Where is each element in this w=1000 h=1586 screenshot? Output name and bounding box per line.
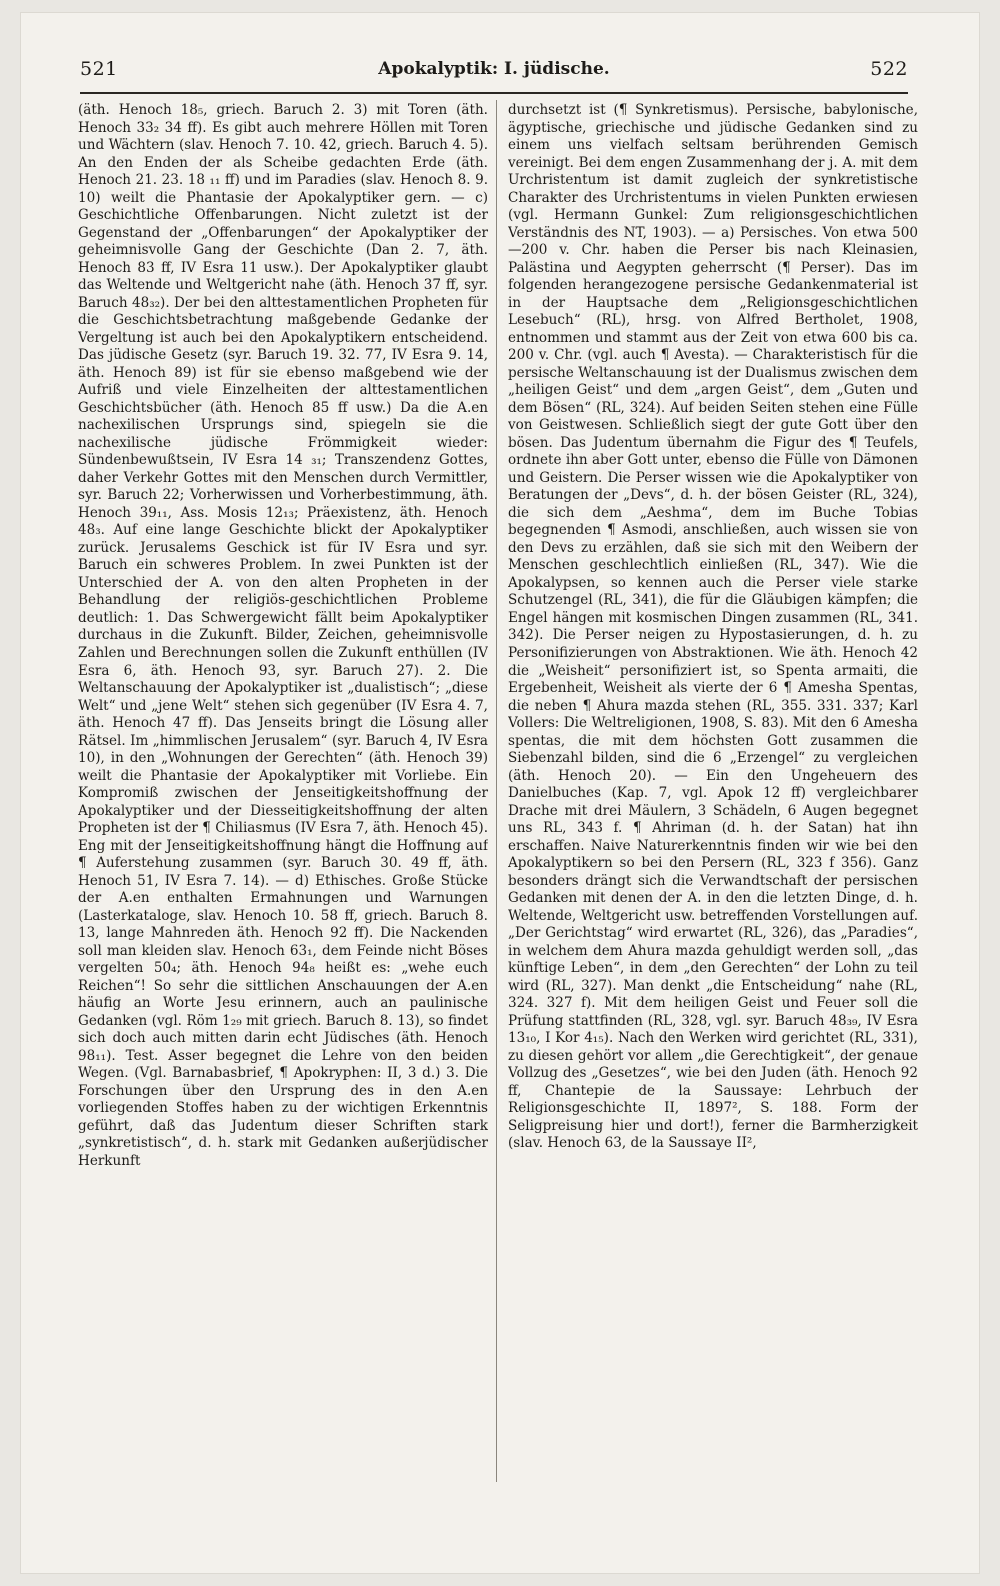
text-column-right [508,102,918,1480]
running-title: Apokalyptik: I. jüdische. [378,59,610,79]
header-rule [80,92,908,94]
page-number-right: 522 [870,58,908,80]
column-divider [496,100,497,1482]
text-column-left [78,102,488,1480]
page-number-left: 521 [80,58,118,80]
column-right-text: durchsetzt ist (¶ Synkretismus). Persische, babylonische, ägyptische, griechische und jüdische Gedanken sind zu einem uns vielfach seltsam berührenden Gemisch vereinigt. Bei dem engen Zusammenhang der j. A. mit dem Urchristentum ist damit zugleich der synkretistische Charakter des Urchristentums in vielen Punkten erwiesen (vgl. Hermann Gunkel: Zum religionsgeschichtlichen Verständnis des NT, 1903). — a) Persisches. Von etwa 500—200 v. Chr. haben die Perser bis nach Kleinasien, Palästina und Aegypten geherrscht (¶ Perser). Das im folgenden herangezogene persische Gedankenmaterial ist in der Hauptsache dem „Religionsgeschichtlichen Lesebuch“ (RL), hrsg. von Alfred Bertholet, 1908, entnommen und stammt aus der Zeit von etwa 600 bis ca. 200 v. Chr. (vgl. auch ¶ Avesta). — Charakteristisch für die persische Weltanschauung ist der Dualismus zwischen dem „heiligen Geist“ und dem „argen Geist“, dem „Guten und dem Bösen“ (RL, 324). Auf beiden Seiten stehen eine Fülle von Geistwesen. Schließlich siegt der gute Gott über den bösen. Das Judentum übernahm die Figur des ¶ Teufels, ordnete ihn aber Gott unter, ebenso die Fülle von Dämonen und Geistern. Die Perser wissen wie die Apokalyptiker von Beratungen der „Devs“, d. h. der bösen Geister (RL, 324), die sich dem „Aeshma“, dem im Buche Tobias begegnenden ¶ Asmodi, anschließen, auch wissen sie von den Devs zu erzählen, daß sie sich mit den Weibern der Menschen geschlechtlich einließen (RL, 347). Wie die Apokalypsen, so kennen auch die Perser viele starke Schutzengel (RL, 341), die für die Gläubigen kämpfen; die Engel hängen mit kosmischen Dingen zusammen (RL, 341. 342). Die Perser neigen zu Hypostasierungen, d. h. zu Personifizierungen von Abstraktionen. Wie äth. Henoch 42 die „Weisheit“ personifiziert ist, so Spenta armaiti, die Ergebenheit, Weisheit als vierte der 6 ¶ Amesha Spentas, die neben ¶ Ahura mazda stehen (RL, 355. 331. 337; Karl Vollers: Die Weltreligionen, 1908, S. 83). Mit den 6 Amesha spentas, die mit dem höchsten Gott zusammen die Siebenzahl bilden, sind die 6 „Erzengel“ zu vergleichen (äth. Henoch 20). — Ein den Ungeheuern des Danielbuches (Kap. 7, vgl. Apok 12 ff) vergleichbarer Drache mit drei Mäulern, 3 Schädeln, 6 Augen begegnet uns RL, 343 f. ¶ Ahriman (d. h. der Satan) hat ihn erschaffen. Naive Naturerkenntnis finden wir wie bei den Apokalyptikern so bei den Persern (RL, 323 f 356). Ganz besonders drängt sich die Verwandtschaft der persischen Gedanken mit denen der A. in den die letzten Dinge, d. h. Weltende, Weltgericht usw. betreffenden Vorstellungen auf. „Der Gerichtstag“ wird erwartet (RL, 326), das „Paradies“, in welchem dem Ahura mazda gehuldigt werden soll, „das künftige Leben“, in dem „den Gerechten“ der Lohn zu teil wird (RL, 327). Man denkt „die Entscheidung“ nahe (RL, 324. 327 f). Mit dem heiligen Geist und Feuer soll die Prüfung stattfinden (RL, 328, vgl. syr. Baruch 48₃₉, IV Esra 13₁₀, I Kor 4₁₅). Nach den Werken wird gerichtet (RL, 331), zu diesen gehört vor allem „die Gerechtigkeit“, der genaue Vollzug des „Gesetzes“, wie bei den Juden (äth. Henoch 92 ff, Chantepie de la Saussaye: Lehrbuch der Religionsgeschichte II, 1897², S. 188. Form der Seligpreisung hier und dort!), ferner die Barmherzigkeit (slav. Henoch 63, de la Saussaye II², [508,102,918,1152]
column-left-text: (äth. Henoch 18₅, griech. Baruch 2. 3) mit Toren (äth. Henoch 33₂ 34 ff). Es gibt auch mehrere Höllen mit Toren und Wächtern (slav. Henoch 7. 10. 42, griech. Baruch 4. 5). An den Enden der als Scheibe gedachten Erde (äth. Henoch 21. 23. 18 ₁₁ ff) und im Paradies (slav. Henoch 8. 9. 10) weilt die Phantasie der Apokalyptiker gern. — c) Geschichtliche Offenbarungen. Nicht zuletzt ist der Gegenstand der „Offenbarungen“ der Apokalyptiker der geheimnisvolle Gang der Geschichte (Dan 2. 7, äth. Henoch 83 ff, IV Esra 11 usw.). Der Apokalyptiker glaubt das Weltende und Weltgericht nahe (äth. Henoch 37 ff, syr. Baruch 48₃₂). Der bei den alttestamentlichen Propheten für die Geschichtsbetrachtung maßgebende Gedanke der Vergeltung ist auch bei den Apokalyptikern entscheidend. Das jüdische Gesetz (syr. Baruch 19. 32. 77, IV Esra 9. 14, äth. Henoch 89) ist für sie ebenso maßgebend wie der Aufriß und viele Einzelheiten der alttestamentlichen Geschichtsbücher (äth. Henoch 85 ff usw.) Da die A.en nachexilischen Ursprungs sind, spiegeln sie die nachexilische jüdische Frömmigkeit wieder: Sündenbewußtsein, IV Esra 14 ₃₁; Transzendenz Gottes, daher Verkehr Gottes mit den Menschen durch Vermittler, syr. Baruch 22; Vorherwissen und Vorherbestimmung, äth. Henoch 39₁₁, Ass. Mosis 12₁₃; Präexistenz, äth. Henoch 48₃. Auf eine lange Geschichte blickt der Apokalyptiker zurück. Jerusalems Geschick ist für IV Esra und syr. Baruch ein schweres Problem. In zwei Punkten ist der Unterschied der A. von den alten Propheten in der Behandlung der religiös-geschichtlichen Probleme deutlich: 1. Das Schwergewicht fällt beim Apokalyptiker durchaus in die Zukunft. Bilder, Zeichen, geheimnisvolle Zahlen und Berechnungen sollen die Zukunft enthüllen (IV Esra 6, äth. Henoch 93, syr. Baruch 27). 2. Die Weltanschauung der Apokalyptiker ist „dualistisch“; „diese Welt“ und „jene Welt“ stehen sich gegenüber (IV Esra 4. 7, äth. Henoch 47 ff). Das Jenseits bringt die Lösung aller Rätsel. Im „himmlischen Jerusalem“ (syr. Baruch 4, IV Esra 10), in den „Wohnungen der Gerechten“ (äth. Henoch 39) weilt die Phantasie der Apokalyptiker mit Vorliebe. Ein Kompromiß zwischen der Jenseitigkeitshoffnung der Apokalyptiker und der Diesseitigkeitshoffnung der alten Propheten ist der ¶ Chiliasmus (IV Esra 7, äth. Henoch 45). Eng mit der Jenseitigkeitshoffnung hängt die Hoffnung auf ¶ Auferstehung zusammen (syr. Baruch 30. 49 ff, äth. Henoch 51, IV Esra 7. 14). — d) Ethisches. Große Stücke der A.en enthalten Ermahnungen und Warnungen (Lasterkataloge, slav. Henoch 10. 58 ff, griech. Baruch 8. 13, lange Mahnreden äth. Henoch 92 ff). Die Nackenden soll man kleiden slav. Henoch 63₁, dem Feinde nicht Böses vergelten 50₄; äth. Henoch 94₈ heißt es: „wehe euch Reichen“! So sehr die sittlichen Anschauungen der A.en häufig an Worte Jesu erinnern, auch an paulinische Gedanken (vgl. Röm 1₂₉ mit griech. Baruch 8. 13), so findet sich doch auch mitten darin echt Jüdisches (äth. Henoch 98₁₁). Test. Asser begegnet die Lehre von den beiden Wegen. (Vgl. Barnabasbrief, ¶ Apokryphen: II, 3 d.) 3. Die Forschungen über den Ursprung des in den A.en vorliegenden Stoffes haben zu der wichtigen Erkenntnis geführt, daß das Judentum dieser Schriften stark „synkretistisch“, d. h. stark mit Gedanken außerjüdischer Herkunft [78,102,488,1169]
page-header [80,58,908,86]
